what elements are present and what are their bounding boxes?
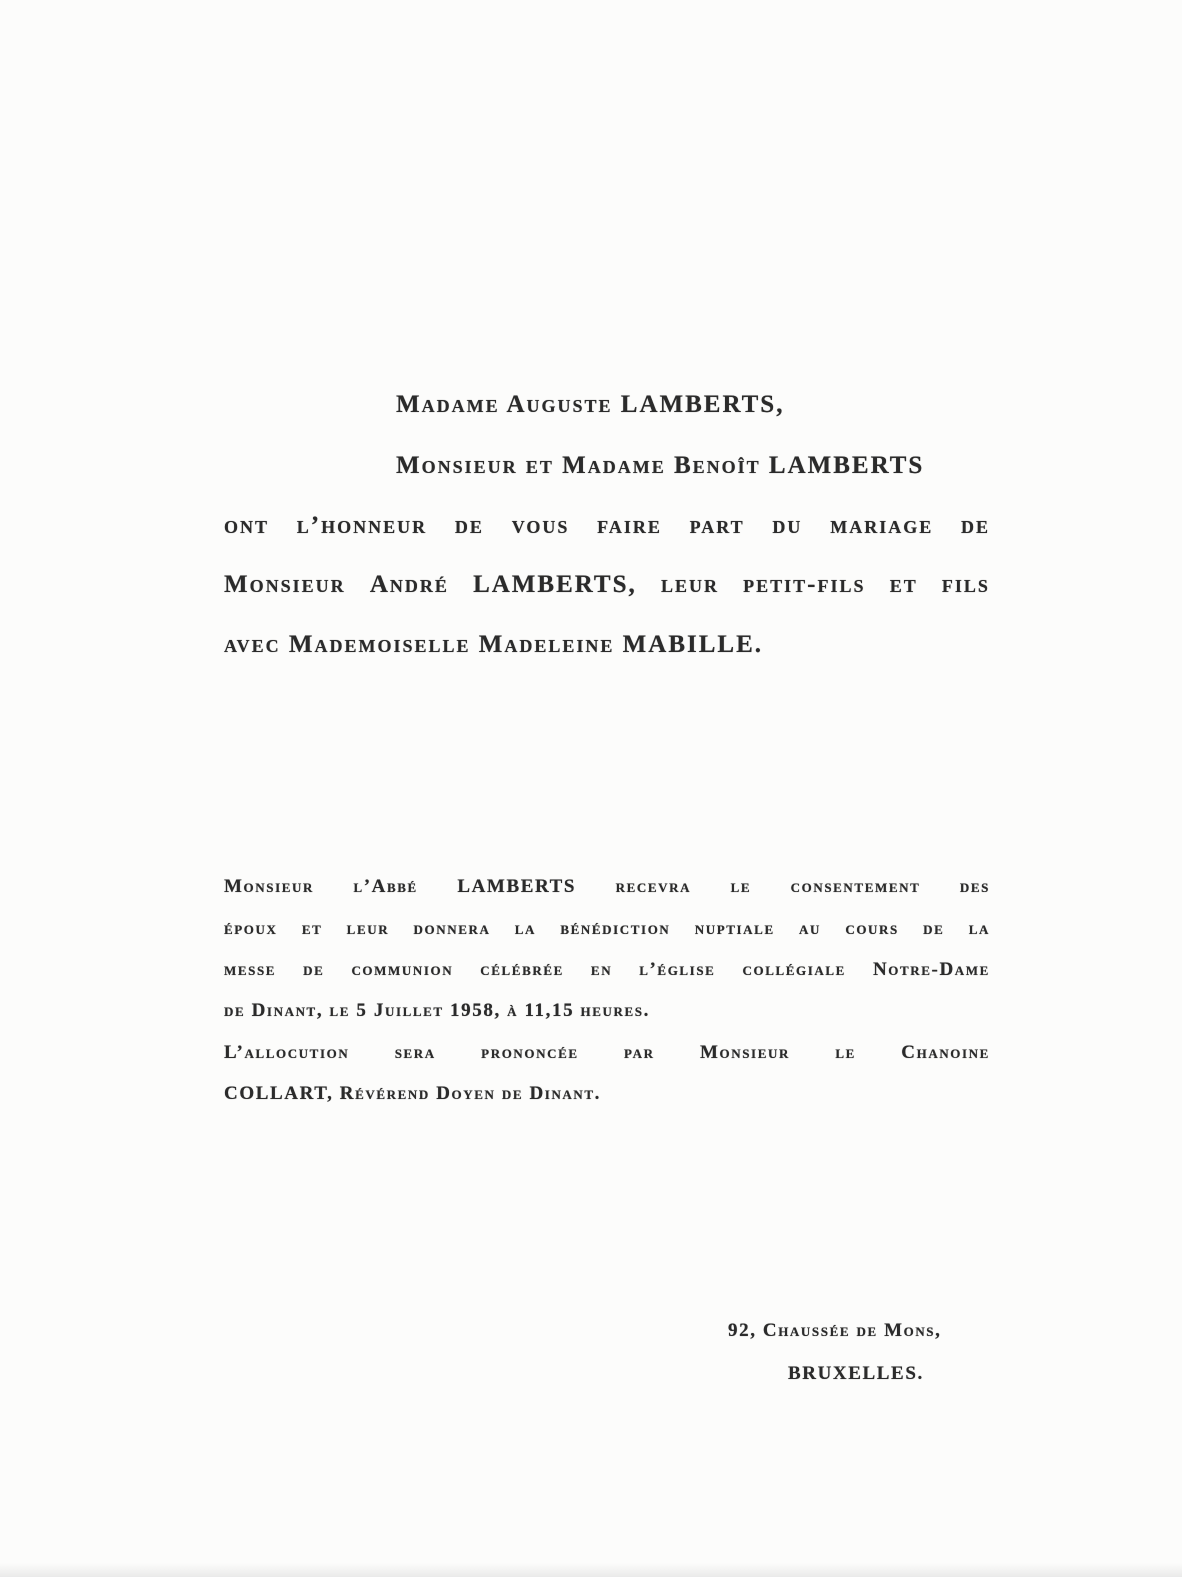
word: consentement [790,876,921,897]
ceremony-paragraph-2-line-2: COLLART, Révérend Doyen de Dinant. [224,1083,602,1104]
word: par [624,1042,655,1063]
word: l’honneur [296,512,428,539]
ceremony-paragraph-1-line-4: de Dinant, le 5 Juillet 1958, à 11,15 heures. [224,1000,650,1021]
announcement-line-5: avec Mademoiselle Madeleine MABILLE. [224,631,764,658]
word: sera [394,1042,436,1063]
word: donnera [413,918,491,939]
word: Monsieur [224,876,314,897]
word: André [369,571,449,598]
word: Monsieur [699,1042,790,1063]
word: communion [351,959,454,980]
word: Notre-Dame [872,959,990,980]
word: L’allocution [224,1042,350,1063]
word: époux [224,918,278,939]
word: en [590,959,613,980]
word: prononcée [481,1042,579,1063]
word: recevra [615,876,692,897]
sender-line-2: Monsieur et Madame Benoît LAMBERTS [396,452,925,479]
word: la [968,918,990,939]
word: de [960,512,990,539]
word: du [772,512,803,539]
announcement-line-4 [224,571,990,599]
word: l’Abbé [353,876,418,897]
word: fils [941,571,990,598]
page-edge-shadow [0,1563,1182,1577]
ceremony-paragraph-1-line-1 [224,876,990,898]
word: le [835,1042,856,1063]
word: cours [845,918,899,939]
address-street: 92, Chaussée de Mons, [728,1320,942,1341]
announcement-line-3 [224,512,990,540]
word: Monsieur [224,571,346,598]
word: célébrée [480,959,564,980]
ceremony-paragraph-1-line-3 [224,959,990,981]
word: faire [597,512,662,539]
word: nuptiale [694,918,775,939]
word: LAMBERTS, [473,571,637,598]
word: petit-fils [743,571,866,598]
word: part [689,512,745,539]
word: leur [346,918,390,939]
word: et [301,918,323,939]
word: et [889,571,918,598]
word: de [303,959,325,980]
sender-line-1: Madame Auguste LAMBERTS, [396,391,785,418]
word: des [959,876,990,897]
word: messe [224,959,277,980]
word: de [923,918,945,939]
word: au [799,918,822,939]
word: LAMBERTS [457,876,577,897]
word: ont [224,512,270,539]
word: mariage [830,512,934,539]
word: la [514,918,537,939]
word: vous [511,512,570,539]
word: bénédiction [560,918,671,939]
word: l’église [639,959,716,980]
ceremony-paragraph-2-line-1 [224,1042,990,1064]
ceremony-paragraph-1-line-2 [224,918,990,940]
word: collégiale [742,959,846,980]
address-city: BRUXELLES. [788,1363,924,1384]
word: leur [660,571,719,598]
word: le [730,876,752,897]
word: de [454,512,484,539]
word: Chanoine [901,1042,990,1063]
